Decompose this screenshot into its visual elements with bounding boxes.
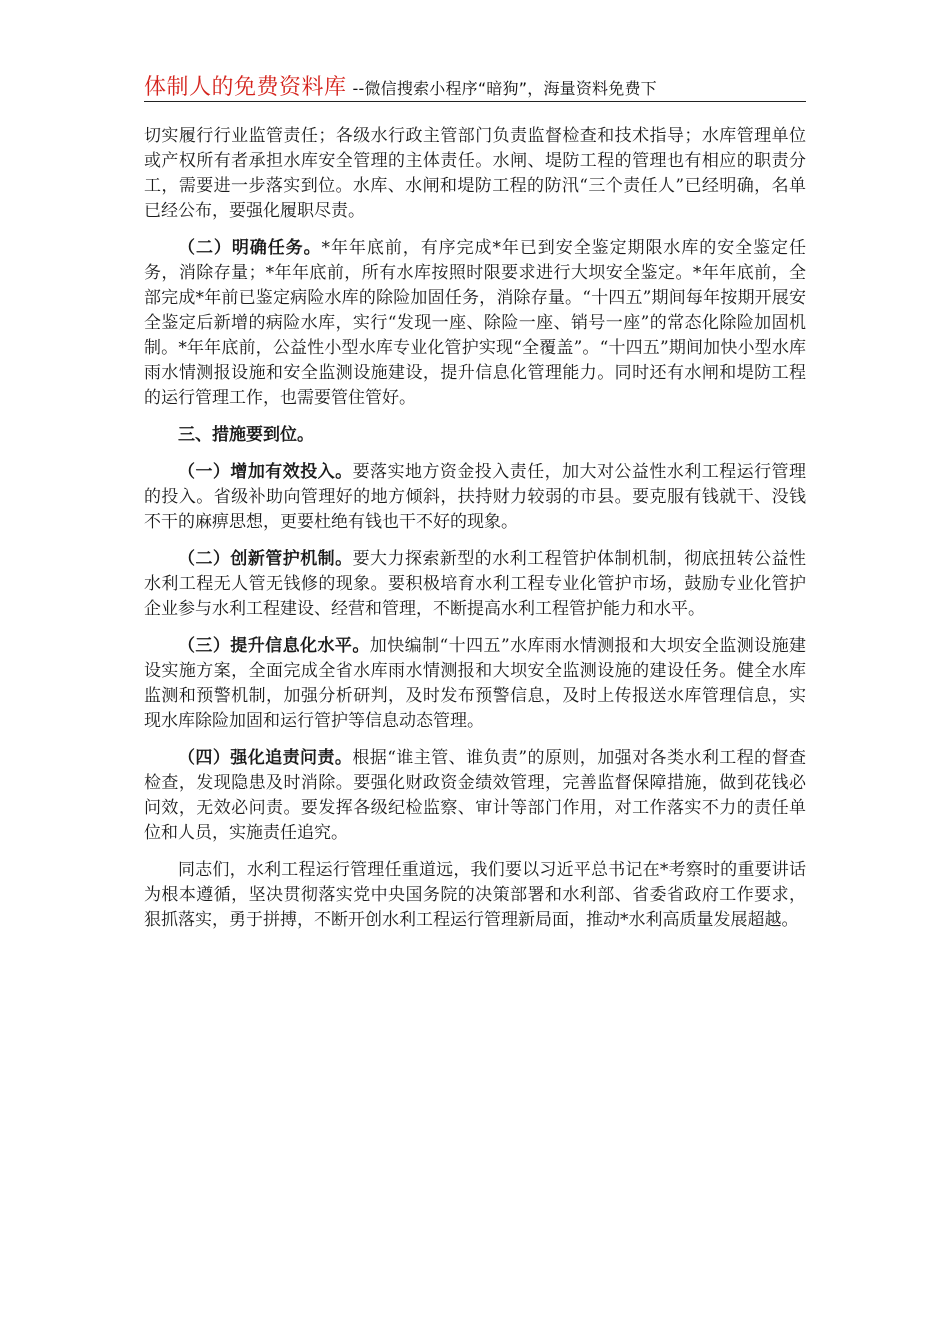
- paragraph-accountability: [144, 746, 806, 846]
- section-heading-measures: 三、措施要到位。: [178, 425, 314, 445]
- paragraph-clear-tasks: [144, 236, 806, 411]
- paragraph-innovate-mechanism-title: （二）创新管护机制。: [178, 549, 353, 569]
- page-header: [144, 70, 806, 98]
- document-body: [144, 124, 806, 945]
- paragraph-clear-tasks-text: *年年底前，有序完成*年已到安全鉴定期限水库的安全鉴定任务，消除存量；*年年底前，所有水库按照时限要求进行大坝安全鉴定。*年年底前，全部完成*年前已鉴定病险水库的除险加固任务，消除存量。“十四五”期间每年按期开展安全鉴定后新增的病险水库，实行“发现一座、除险一座、销号一座”的常态化除险加固机制。*年年底前，公益性小型水库专业化管护实现“全覆盖”。“十四五”期间加快小型水库雨水情测报设施和安全监测设施建设，提升信息化管理能力。同时还有水闸和堤防工程的运行管理工作，也需要管住管好。: [144, 238, 807, 408]
- paragraph-increase-investment: [144, 460, 806, 535]
- paragraph-responsibility: 切实履行行业监管责任；各级水行政主管部门负责监督检查和技术指导；水库管理单位或产权所有者承担水库安全管理的主体责任。水闸、堤防工程的管理也有相应的职责分工，需要进一步落实到位。水库、水闸和堤防工程的防汛“三个责任人”已经明确，名单已经公布，要强化履职尽责。: [144, 126, 806, 221]
- paragraph-innovate-mechanism-text: 要大力探索新型的水利工程管护体制机制，彻底扭转公益性水利工程无人管无钱修的现象。要积极培育水利工程专业化管护市场，鼓励专业化管护企业参与水利工程建设、经营和管理，不断提高水利工程管护能力和水平。: [144, 549, 807, 619]
- paragraph-clear-tasks-title: （二）明确任务。: [178, 238, 322, 258]
- paragraph-increase-investment-text: 要落实地方资金投入责任，加大对公益性水利工程运行管理的投入。省级补助向管理好的地方倾斜，扶持财力较弱的市县。要克服有钱就干、没钱不干的麻痹思想，更要杜绝有钱也干不好的现象。: [144, 462, 807, 532]
- paragraph-innovate-mechanism: [144, 547, 806, 622]
- paragraph-informatization: [144, 634, 806, 734]
- paragraph-informatization-title: （三）提升信息化水平。: [178, 636, 370, 656]
- paragraph-accountability-title: （四）强化追责问责。: [178, 748, 353, 768]
- header-subtitle: --微信搜索小程序“暗狗”，海量资料免费下: [352, 79, 657, 98]
- paragraph-accountability-text: 根据“谁主管、谁负责”的原则，加强对各类水利工程的督查检查，发现隐患及时消除。要强化财政资金绩效管理，完善监督保障措施，做到花钱必问效，无效必问责。要发挥各级纪检监察、审计等部门作用，对工作落实不力的责任单位和人员，实施责任追究。: [144, 748, 806, 843]
- paragraph-informatization-text: 加快编制“十四五”水库雨水情测报和大坝安全监测设施建设实施方案，全面完成全省水库雨水情测报和大坝安全监测设施的建设任务。健全水库监测和预警机制，加强分析研判，及时发布预警信息，及时上传报送水库管理信息，实现水库除险加固和运行管护等信息动态管理。: [144, 636, 807, 731]
- header-title: 体制人的免费资料库: [144, 75, 347, 100]
- header-divider: [144, 101, 806, 102]
- paragraph-increase-investment-title: （一）增加有效投入。: [178, 462, 353, 482]
- paragraph-closing: 同志们，水利工程运行管理任重道远，我们要以习近平总书记在*考察时的重要讲话为根本遵循，坚决贯彻落实党中央国务院的决策部署和水利部、省委省政府工作要求，狠抓落实，勇于拼搏，不断开创水利工程运行管理新局面，推动*水利高质量发展超越。: [144, 860, 806, 930]
